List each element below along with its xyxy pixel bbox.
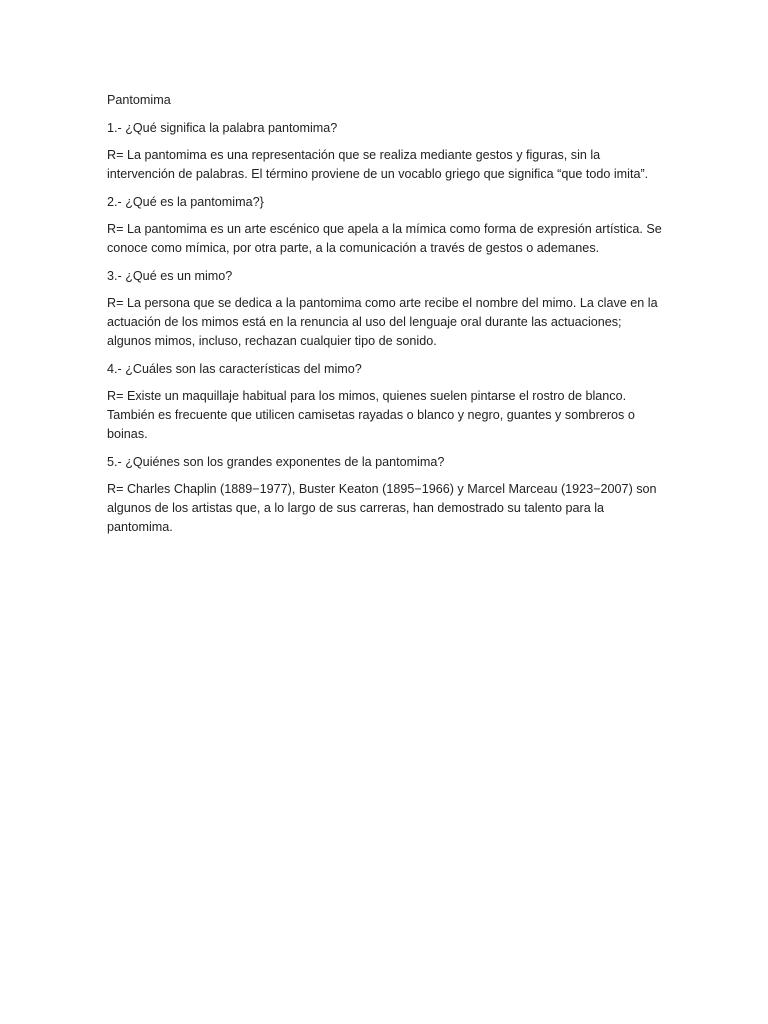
question-5: 5.- ¿Quiénes son los grandes exponentes de la pantomima? [107, 454, 445, 469]
answer-4: R= Existe un maquillaje habitual para los mimos, quienes suelen pintarse el rostro de blanco. También es frecuente que utilicen camisetas rayadas o blanco y negro, guantes y sombreros o boinas. [107, 389, 635, 441]
answer-1: R= La pantomima es una representación que se realiza mediante gestos y figuras, sin la intervención de palabras. El término proviene de un vocablo griego que significa “que todo imita”. [107, 148, 649, 181]
question-1: 1.- ¿Qué significa la palabra pantomima? [107, 120, 338, 135]
answer-5: R= Charles Chaplin (1889−1977), Buster Keaton (1895−1966) y Marcel Marceau (1923−2007) son algunos de los artistas que, a lo largo de sus carreras, han demostrado su talento para la pantomima. [107, 482, 657, 534]
document-title: Pantomima [107, 93, 171, 107]
answer-2: R= La pantomima es un arte escénico que apela a la mímica como forma de expresión artística. Se conoce como mímica, por otra parte, a la comunicación a través de gestos o ademanes. [107, 222, 662, 255]
document-page [107, 91, 667, 546]
answer-3: R= La persona que se dedica a la pantomima como arte recibe el nombre del mimo. La clave en la actuación de los mimos está en la renuncia al uso del lenguaje oral durante las actuaciones; algunos mimos, incluso, rechazan cualquier tipo de sonido. [107, 296, 658, 348]
question-2: 2.- ¿Qué es la pantomima?} [107, 194, 264, 209]
question-4: 4.- ¿Cuáles son las características del mimo? [107, 361, 362, 376]
question-3: 3.- ¿Qué es un mimo? [107, 268, 233, 283]
